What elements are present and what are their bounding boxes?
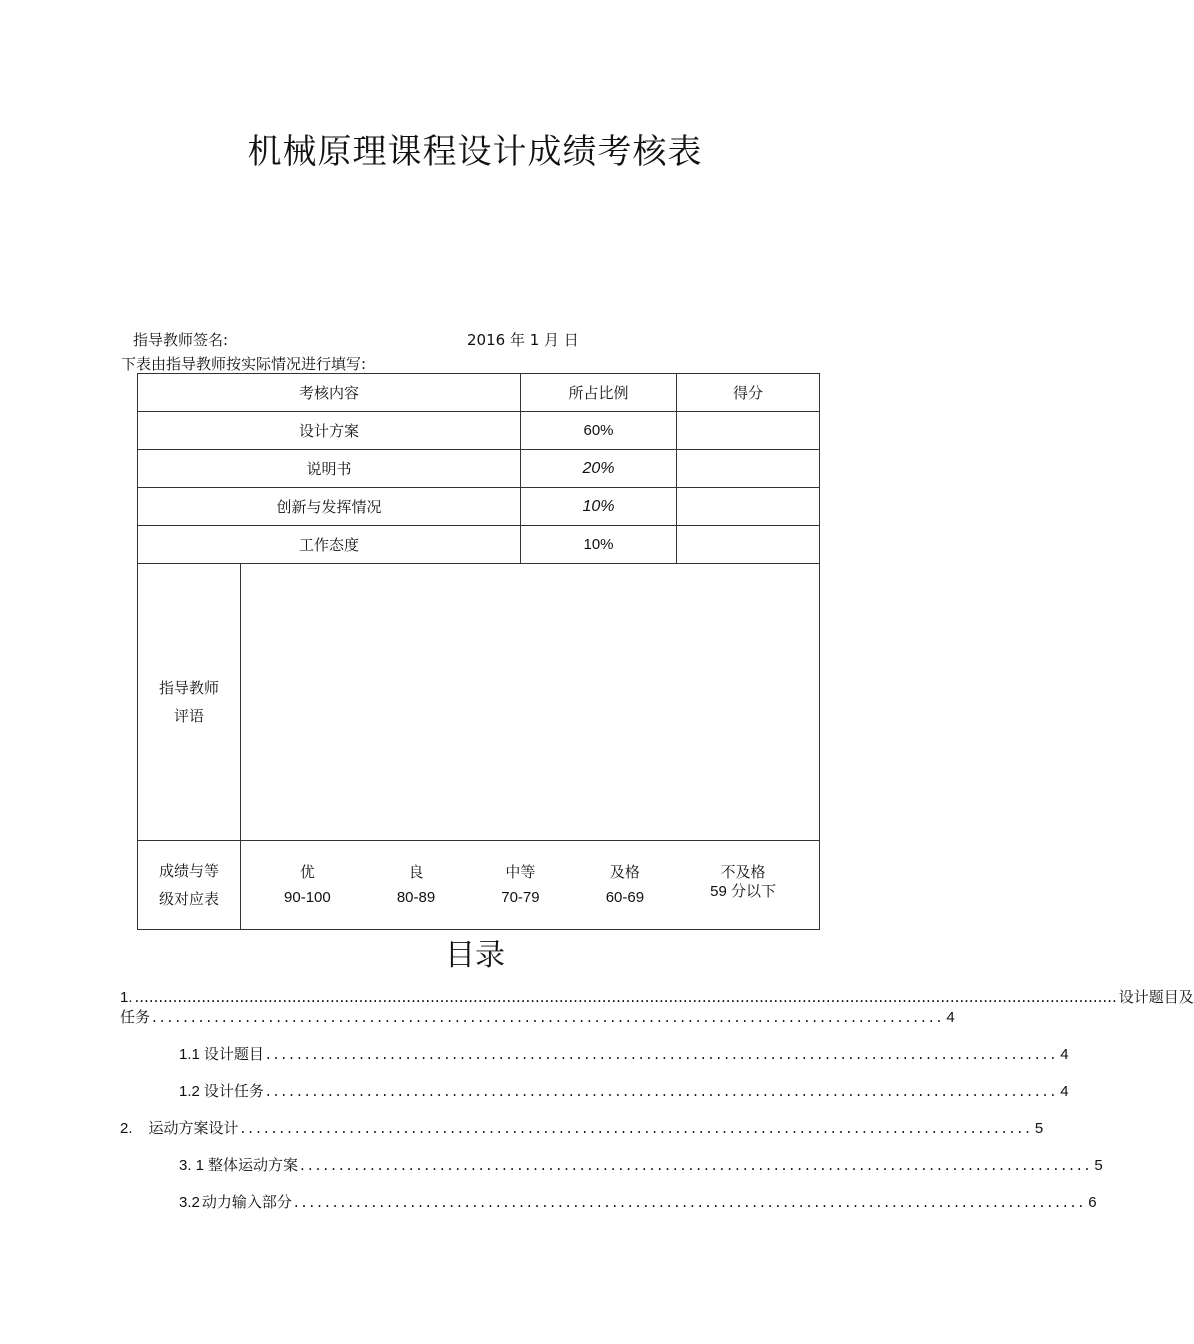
toc-entry-text: 整体运动方案 [208, 1156, 299, 1174]
grade-item [710, 859, 776, 911]
row-ratio: 10% [521, 526, 677, 564]
grade-range: 70-79 [501, 889, 540, 906]
comment-body[interactable] [241, 564, 820, 841]
grade-item [606, 859, 644, 911]
toc-entry[interactable] [179, 1043, 1069, 1064]
table-row [138, 526, 820, 564]
grade-item [397, 859, 435, 911]
toc-entry-text: 任务 [120, 1008, 151, 1026]
toc-entry[interactable] [179, 1154, 1103, 1175]
table-row [138, 488, 820, 526]
header-content: 考核内容 [138, 374, 521, 412]
toc-entry[interactable] [179, 1080, 1069, 1101]
grade-scale-label-line1: 成绩与等 [158, 862, 219, 880]
grade-scale-row [138, 841, 820, 930]
grade-scale-label [138, 841, 241, 930]
grade-item [284, 859, 331, 911]
intro-text: 下表由指导教师按实际情况进行填写: [121, 355, 367, 373]
row-score [677, 526, 820, 564]
toc-leader: .............................................................................................................................................................................................................. [134, 988, 1117, 1006]
toc-entry-text: 动力输入部分 [201, 1193, 292, 1211]
toc-entry-continued[interactable] [120, 1006, 955, 1027]
grade-level: 不及格 [720, 863, 766, 881]
row-score [677, 450, 820, 488]
row-score [677, 412, 820, 450]
toc-entry-text: 设计题目及 [1118, 988, 1194, 1006]
toc-entry-page: 4 [1060, 1046, 1069, 1063]
row-ratio: 20% [521, 450, 677, 488]
toc-leader: ...................................................................................................... [300, 1156, 1093, 1174]
row-ratio: 60% [521, 412, 677, 450]
comment-label [138, 564, 241, 841]
row-item: 设计方案 [138, 412, 521, 450]
toc-entry-page: 4 [946, 1009, 955, 1026]
comment-label-line1: 指导教师 [158, 679, 219, 697]
grading-table [137, 373, 820, 930]
toc-leader: ...................................................................................................... [265, 1045, 1059, 1063]
row-item: 工作态度 [138, 526, 521, 564]
toc-entry-page: 5 [1094, 1157, 1103, 1174]
toc-entry-number: 1.2 [179, 1083, 200, 1100]
toc-entry-number: 3.2 [179, 1194, 200, 1211]
table-header-row [138, 374, 820, 412]
toc-entry[interactable] [120, 1117, 1044, 1138]
signature-date: 2016 年 1 月 日 [467, 331, 579, 349]
row-ratio: 10% [521, 488, 677, 526]
grade-range: 59 分以下 [710, 883, 776, 900]
comment-row [138, 564, 820, 841]
toc-leader: ...................................................................................................... [152, 1008, 945, 1026]
grade-level: 优 [299, 863, 315, 881]
grade-range: 90-100 [284, 889, 331, 906]
row-score [677, 488, 820, 526]
toc-entry-text: 运动方案设计 [148, 1119, 239, 1137]
grade-level: 良 [408, 863, 424, 881]
grade-range: 80-89 [396, 889, 436, 906]
grade-scale-body [241, 841, 820, 930]
toc-title: 目录 [445, 938, 505, 973]
toc-leader: ...................................................................................................... [265, 1082, 1059, 1100]
grade-range: 60-69 [605, 889, 645, 906]
toc-entry-number: 3. 1 [179, 1157, 205, 1174]
toc-entry-page: 4 [1060, 1083, 1069, 1100]
grade-item [501, 859, 539, 911]
toc-entry[interactable] [179, 1191, 1097, 1212]
toc-entry-page: 5 [1034, 1120, 1044, 1137]
grade-level: 及格 [609, 863, 640, 881]
toc-leader: ...................................................................................................... [240, 1119, 1033, 1137]
toc-leader: ...................................................................................................... [293, 1193, 1087, 1211]
header-ratio: 所占比例 [521, 374, 677, 412]
grade-level: 中等 [505, 863, 536, 881]
toc-entry-text: 设计题目 [203, 1045, 264, 1063]
table-row [138, 412, 820, 450]
toc-entry-number: 2. [120, 1120, 133, 1137]
row-item: 创新与发挥情况 [138, 488, 521, 526]
toc-entry-number: 1. [120, 989, 133, 1006]
table-row [138, 450, 820, 488]
grade-scale-label-line2: 级对应表 [158, 890, 219, 908]
toc-entry[interactable] [120, 986, 1194, 1007]
toc-entry-text: 设计任务 [203, 1082, 264, 1100]
header-score: 得分 [677, 374, 820, 412]
document-title: 机械原理课程设计成绩考核表 [247, 132, 703, 172]
row-item: 说明书 [138, 450, 521, 488]
signature-label: 指导教师签名: [133, 331, 229, 349]
comment-label-line2: 评语 [173, 707, 204, 725]
toc-entry-page: 6 [1088, 1194, 1097, 1211]
toc-entry-number: 1.1 [179, 1046, 200, 1063]
